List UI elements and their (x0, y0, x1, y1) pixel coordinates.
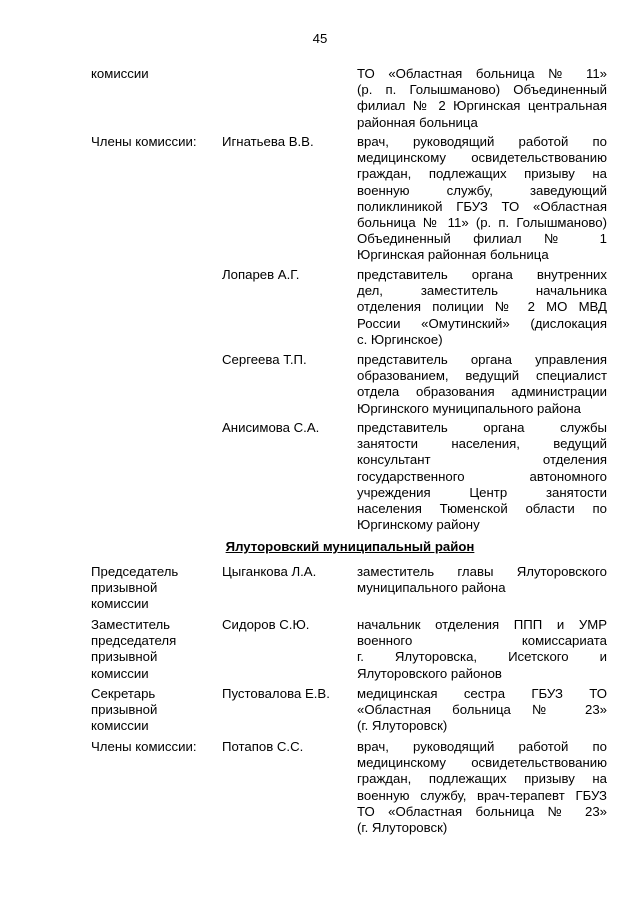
description-line: заместитель главы Ялуторовского (357, 564, 607, 579)
description-line: отделения полиции № 2 МО МВД (357, 299, 607, 315)
member-description (357, 564, 607, 596)
role-label (91, 564, 216, 613)
role-label-line: комиссии (91, 596, 149, 612)
member-name: Пустовалова Е.В. (222, 686, 330, 701)
role-label (91, 739, 216, 755)
description-line: России «Омутинский» (дислокация (357, 315, 607, 331)
description-line: Юргинскому району (357, 517, 480, 533)
description-line: занятости населения, ведущий (357, 436, 607, 452)
description-line: Объединенный филиал № 1 (357, 231, 607, 247)
description-line: медицинскому освидетельствованию (357, 150, 607, 166)
description-line: военного комиссариата (357, 633, 607, 649)
member-description (357, 739, 607, 836)
description-line: медицинская сестра ГБУЗ ТО (357, 686, 607, 701)
description-line: (г. Ялуторовск) (357, 820, 448, 836)
member-description (357, 686, 607, 735)
description-line: ТО «Областная больница № 11» (357, 66, 607, 81)
role-label-line: призывной (91, 649, 158, 665)
description-line: учреждения Центр занятости (357, 484, 607, 500)
description-line: районная больница (357, 114, 478, 130)
role-label (91, 686, 216, 735)
description-line: Ялуторовского районов (357, 665, 502, 681)
member-name: Лопарев А.Г. (222, 267, 300, 282)
description-line: представитель органа службы (357, 420, 607, 435)
role-label: комиссии (91, 66, 149, 81)
description-line: военную службу, врач-терапевт ГБУЗ (357, 787, 607, 803)
description-line: г. Ялуторовска, Исетского и (357, 649, 607, 665)
description-line: (г. Ялуторовск) (357, 718, 448, 734)
description-line: представитель органа управления (357, 352, 607, 367)
page-number: 45 (312, 31, 328, 46)
role-label: Члены комиссии: (91, 134, 197, 149)
description-line: медицинскому освидетельствованию (357, 755, 607, 771)
member-description (357, 267, 607, 348)
member-description (357, 420, 607, 533)
description-line: представитель органа внутренних (357, 267, 607, 282)
description-line: с. Юргинское) (357, 331, 443, 347)
role-label-line: Заместитель (91, 617, 171, 632)
description-line: врач, руководящий работой по (357, 739, 607, 754)
description-line: больница № 11» (р. п. Голышманово) (357, 215, 607, 231)
description-line: врач, руководящий работой по (357, 134, 607, 149)
description-line: начальник отделения ППП и УМР (357, 617, 607, 632)
role-label-line: комиссии (91, 718, 149, 734)
description-line: отдела образования администрации (357, 384, 607, 400)
role-label (91, 617, 216, 682)
member-description (357, 134, 607, 264)
member-description (357, 66, 607, 131)
description-line: граждан, подлежащих призыву на (357, 166, 607, 182)
role-label-line: Председатель (91, 564, 179, 579)
description-line: Юргинская районная больница (357, 247, 549, 263)
description-line: образованием, ведущий специалист (357, 368, 607, 384)
member-name: Цыганкова Л.А. (222, 564, 317, 579)
description-line: филиал № 2 Юргинская центральная (357, 98, 607, 114)
member-description (357, 352, 607, 417)
role-label-line: Члены комиссии: (91, 739, 197, 754)
member-name: Сергеева Т.П. (222, 352, 307, 367)
role-label-line: председателя (91, 633, 177, 649)
member-name: Анисимова С.А. (222, 420, 320, 435)
description-line: консультант отделения (357, 452, 607, 468)
description-line: (р. п. Голышманово) Объединенный (357, 82, 607, 98)
role-label-line: призывной (91, 702, 158, 718)
description-line: ТО «Областная больница № 23» (357, 803, 607, 819)
member-name: Потапов С.С. (222, 739, 304, 754)
description-line: государственного автономного (357, 468, 607, 484)
description-line: граждан, подлежащих призыву на (357, 771, 607, 787)
role-label-line: Секретарь (91, 686, 156, 701)
description-line: дел, заместитель начальника (357, 283, 607, 299)
description-line: населения Тюменской области по (357, 501, 607, 517)
role-label-line: призывной (91, 580, 158, 596)
member-name: Сидоров С.Ю. (222, 617, 310, 632)
description-line: муниципального района (357, 580, 506, 596)
description-line: военную службу, заведующий (357, 182, 607, 198)
description-line: поликлиникой ГБУЗ ТО «Областная (357, 198, 607, 214)
member-name: Игнатьева В.В. (222, 134, 314, 149)
member-description (357, 617, 607, 682)
section-heading: Ялуторовский муниципальный район (225, 539, 475, 554)
description-line: Юргинского муниципального района (357, 400, 582, 416)
description-line: «Областная больница № 23» (357, 702, 607, 718)
role-label-line: комиссии (91, 665, 149, 681)
